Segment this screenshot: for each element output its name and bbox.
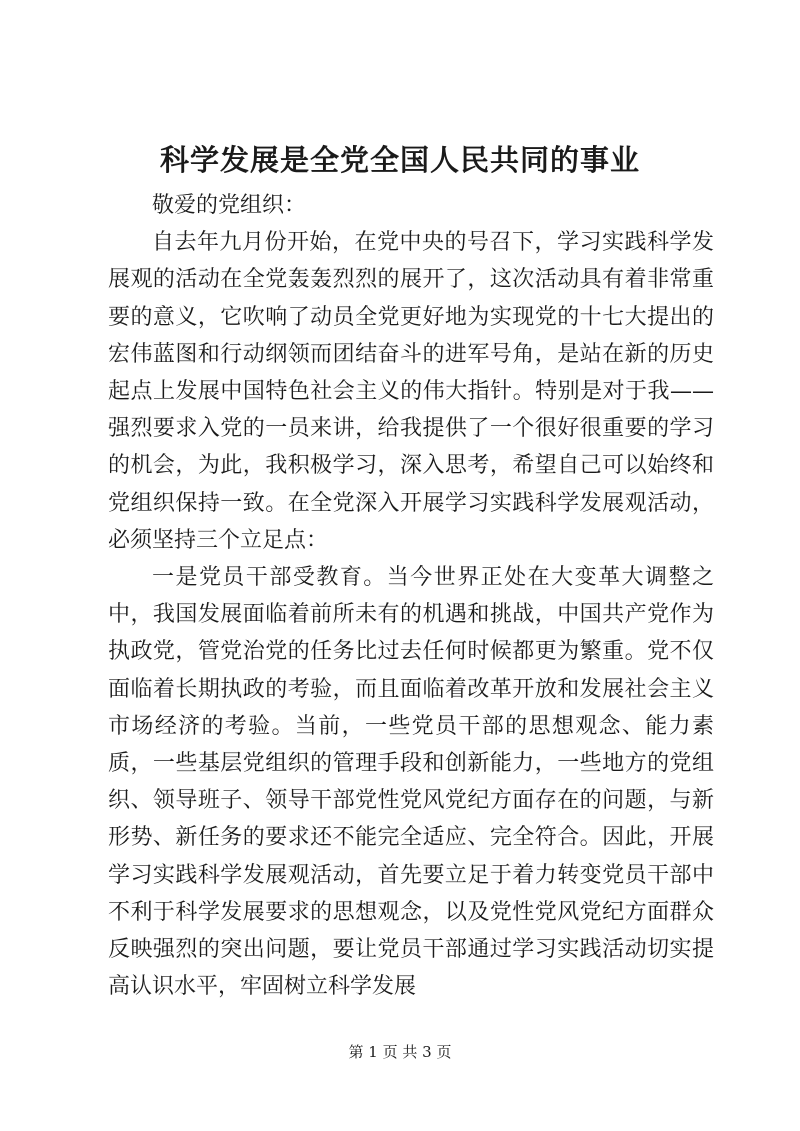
paragraph-point-one: 一是党员干部受教育。当今世界正处在大变革大调整之中，我国发展面临着前所未有的机遇和挑战，中国共产党作为执政党，管党治党的任务比过去任何时候都更为繁重。党不仅面临着长期执政的考验，而且面临着改革开放和发展社会主义市场经济的考验。当前，一些党员干部的思想观念、能力素质，一些基层党组织的管理手段和创新能力，一些地方的党组织、领导班子、领导干部党性党风党纪方面存在的问题，与新形势、新任务的要求还不能完全适应、完全符合。因此，开展学习实践科学发展观活动，首先要立足于着力转变党员干部中不利于科学发展要求的思想观念，以及党性党风党纪方面群众反映强烈的突出问题，要让党员干部通过学习实践活动切实提高认识水平，牢固树立科学发展 [108, 565, 714, 1000]
paragraph-intro: 自去年九月份开始，在党中央的号召下，学习实践科学发展观的活动在全党轰轰烈烈的展开了，这次活动具有着非常重要的意义，它吹响了动员全党更好地为实现党的十七大提出的宏伟蓝图和行动纲领而团结奋斗的进军号角，是站在新的历史起点上发展中国特色社会主义的伟大指针。特别是对于我——强烈要求入党的一员来讲，给我提供了一个很好很重要的学习的机会，为此，我积极学习，深入思考，希望自己可以始终和党组织保持一致。在全党深入开展学习实践科学发展观活动，必须坚持三个立足点： [108, 230, 714, 553]
document-title: 科学发展是全党全国人民共同的事业 [159, 143, 640, 177]
page-footer: 第 1 页 共 3 页 [348, 1043, 452, 1061]
document-body [108, 187, 714, 1005]
salutation: 敬爱的党组织： [152, 193, 307, 218]
